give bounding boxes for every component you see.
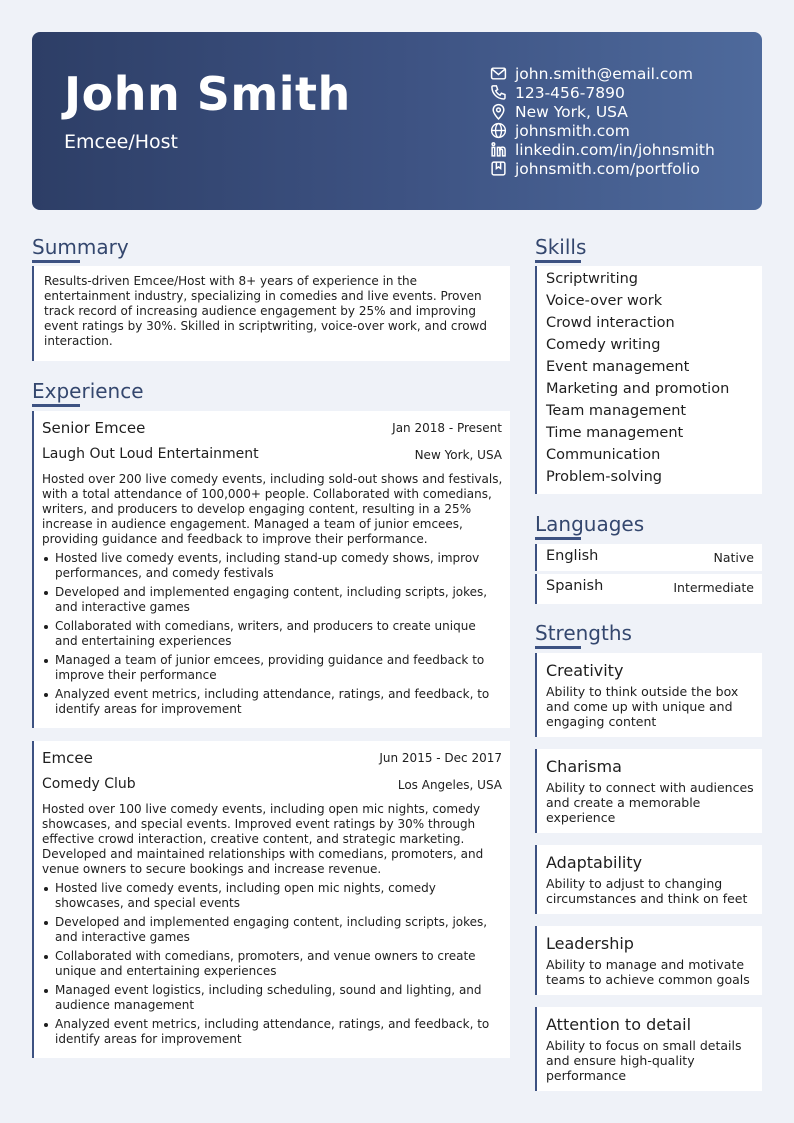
job-dates: Jan 2018 - Present xyxy=(392,421,502,435)
contact-text: New York, USA xyxy=(515,102,628,121)
skill-item: Time management xyxy=(546,425,684,441)
skills-heading: Skills xyxy=(535,235,587,259)
section-underline xyxy=(535,260,581,263)
job-location: New York, USA xyxy=(414,448,502,462)
job-bullet-list xyxy=(42,881,502,1051)
contact-phone[interactable] xyxy=(490,83,715,102)
language-row xyxy=(535,544,762,571)
strength-card xyxy=(535,653,762,737)
strength-title: Leadership xyxy=(546,934,634,953)
job-title: Emcee xyxy=(42,749,93,767)
strength-description: Ability to focus on small details and ensure high-quality performance xyxy=(546,1038,742,1083)
list-item: Collaborated with comedians, promoters, and venue owners to create unique and entertaining experiences xyxy=(42,949,502,979)
skill-item: Event management xyxy=(546,359,690,375)
job-title: Senior Emcee xyxy=(42,419,146,437)
contact-linkedin[interactable] xyxy=(490,140,715,159)
languages-heading: Languages xyxy=(535,512,645,536)
list-item: Developed and implemented engaging content, including scripts, jokes, and interactive games xyxy=(42,585,502,615)
job-card xyxy=(32,411,510,728)
section-underline xyxy=(535,646,581,649)
contact-location xyxy=(490,102,715,121)
mail-icon xyxy=(490,65,507,82)
strength-description: Ability to manage and motivate teams to achieve common goals xyxy=(546,957,750,987)
list-item: Hosted live comedy events, including open mic nights, comedy showcases, and special events xyxy=(42,881,502,911)
summary-heading: Summary xyxy=(32,235,129,259)
portfolio-icon xyxy=(490,160,507,177)
header-banner xyxy=(32,32,762,210)
strengths-heading: Strengths xyxy=(535,621,632,645)
skill-item: Crowd interaction xyxy=(546,315,675,331)
contact-list xyxy=(490,64,715,178)
experience-heading: Experience xyxy=(32,379,144,403)
skill-item: Scriptwriting xyxy=(546,271,639,287)
strength-card xyxy=(535,926,762,995)
strength-title: Charisma xyxy=(546,757,622,776)
contact-email[interactable] xyxy=(490,64,715,83)
skill-item: Comedy writing xyxy=(546,337,661,353)
section-underline xyxy=(535,537,581,540)
skill-item: Team management xyxy=(546,403,687,419)
language-name: Spanish xyxy=(546,578,604,594)
contact-text: 123-456-7890 xyxy=(515,83,625,102)
section-underline xyxy=(32,404,80,407)
candidate-title: Emcee/Host xyxy=(64,131,178,153)
strength-card xyxy=(535,1007,762,1091)
strength-description: Ability to adjust to changing circumstances and think on feet xyxy=(546,876,748,906)
strength-title: Attention to detail xyxy=(546,1015,692,1034)
list-item: Analyzed event metrics, including attendance, ratings, and feedback, to identify areas for improvement xyxy=(42,687,502,717)
strength-description: Ability to connect with audiences and create a memorable experience xyxy=(546,780,754,825)
contact-website[interactable] xyxy=(490,121,715,140)
language-name: English xyxy=(546,548,599,564)
skill-item: Problem-solving xyxy=(546,469,662,485)
job-company: Laugh Out Loud Entertainment xyxy=(42,446,259,462)
job-description: Hosted over 100 live comedy events, including open mic nights, comedy showcases, and special events. Improved event ratings by 30% through effective crowd interaction, creative content, and strategic marketing. Developed and maintained relationships with comedians, promoters, and venue owners to secure bookings and increase revenue. xyxy=(42,802,484,876)
globe-icon xyxy=(490,122,507,139)
list-item: Collaborated with comedians, writers, and producers to create unique and entertaining experiences xyxy=(42,619,502,649)
location-pin-icon xyxy=(490,103,507,120)
job-company: Comedy Club xyxy=(42,776,136,792)
language-row xyxy=(535,574,762,604)
section-underline xyxy=(32,260,80,263)
strength-title: Creativity xyxy=(546,661,624,680)
job-card xyxy=(32,741,510,1058)
contact-text: john.smith@email.com xyxy=(515,64,694,83)
summary-text: Results-driven Emcee/Host with 8+ years of experience in the entertainment industry, specializing in comedies and live events. Proven track record of increasing audience engagement by 25% and improving event ratings by 30%. Skilled in scriptwriting, voice-over work, and crowd interaction. xyxy=(44,274,487,348)
summary-card xyxy=(32,266,510,361)
job-dates: Jun 2015 - Dec 2017 xyxy=(379,751,502,765)
contact-text: linkedin.com/in/johnsmith xyxy=(515,140,715,159)
list-item: Managed a team of junior emcees, providing guidance and feedback to improve their performance xyxy=(42,653,502,683)
skill-item: Marketing and promotion xyxy=(546,381,730,397)
job-bullet-list xyxy=(42,551,502,721)
list-item: Analyzed event metrics, including attendance, ratings, and feedback, to identify areas for improvement xyxy=(42,1017,502,1047)
strength-card xyxy=(535,845,762,914)
contact-portfolio[interactable] xyxy=(490,159,715,178)
list-item: Managed event logistics, including scheduling, sound and lighting, and audience management xyxy=(42,983,502,1013)
phone-icon xyxy=(490,84,507,101)
list-item: Hosted live comedy events, including stand-up comedy shows, improv performances, and comedy festivals xyxy=(42,551,502,581)
skill-item: Voice-over work xyxy=(546,293,663,309)
contact-text: johnsmith.com xyxy=(515,121,630,140)
job-description: Hosted over 200 live comedy events, including sold-out shows and festivals, with a total attendance of 100,000+ people. Collaborated with comedians, writers, and producers to develop engaging content, resulting in a 25% increase in audience engagement. Managed a team of junior emcees, providing guidance and feedback to improve their performance. xyxy=(42,472,503,546)
strength-description: Ability to think outside the box and come up with unique and engaging content xyxy=(546,684,739,729)
skills-card xyxy=(535,266,762,494)
skill-item: Communication xyxy=(546,447,661,463)
language-level: Native xyxy=(713,550,754,565)
contact-text: johnsmith.com/portfolio xyxy=(515,159,700,178)
language-level: Intermediate xyxy=(673,580,754,595)
candidate-name: John Smith xyxy=(64,67,351,121)
job-location: Los Angeles, USA xyxy=(397,778,502,792)
strength-title: Adaptability xyxy=(546,853,643,872)
list-item: Developed and implemented engaging content, including scripts, jokes, and interactive games xyxy=(42,915,502,945)
linkedin-icon xyxy=(490,141,507,158)
strength-card xyxy=(535,749,762,833)
